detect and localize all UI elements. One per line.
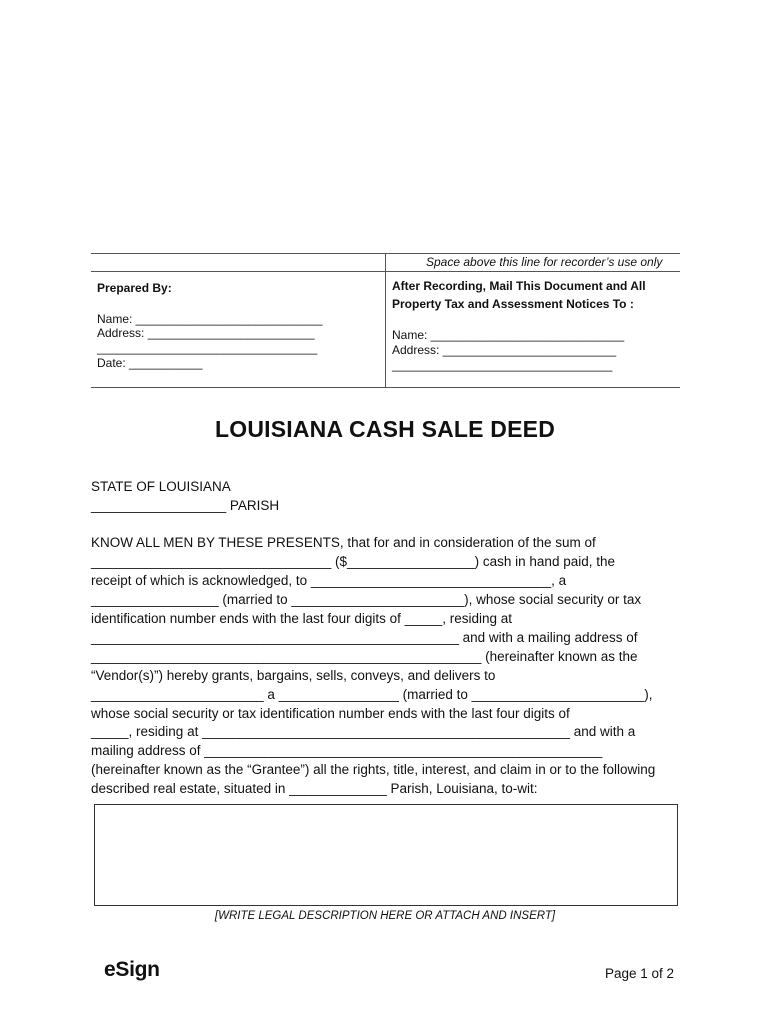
prepared-by-address-line-2: _________________________________ — [97, 341, 318, 355]
body-line: _____, residing at _________________________________________________ and with a — [91, 724, 636, 739]
page-number: Page 1 of 2 — [605, 966, 675, 981]
esign-logo: eSign — [104, 958, 160, 981]
legal-description-caption: [WRITE LEGAL DESCRIPTION HERE OR ATTACH AND INSERT] — [214, 910, 556, 922]
body-line: (hereinafter known as the “Grantee”) all the rights, title, interest, and claim in or to the following — [91, 762, 656, 777]
body-line: “Vendor(s)”) hereby grants, bargains, sells, conveys, and delivers to — [91, 668, 496, 683]
prepared-by-address: Address: _________________________ — [97, 326, 315, 340]
body-line: _______________________ a ________________ (married to _______________________), — [91, 687, 653, 702]
body-line: _________________________________________________ and with a mailing address of — [91, 630, 638, 645]
prepared-by-date: Date: ___________ — [97, 356, 203, 370]
body-line: KNOW ALL MEN BY THESE PRESENTS, that for and in consideration of the sum of — [91, 535, 596, 550]
prepared-by-name: Name: ____________________________ — [97, 312, 323, 326]
mail-to-title-line-2: Property Tax and Assessment Notices To : — [392, 297, 634, 311]
header-bottom-line — [91, 387, 680, 388]
mail-to-title-line-1: After Recording, Mail This Document and All — [392, 279, 646, 293]
body-line: ____________________________________________________ (hereinafter known as the — [91, 649, 638, 664]
recorder-note: Space above this line for recorder’s use only — [426, 255, 663, 269]
mail-to-name: Name: _____________________________ — [392, 328, 625, 342]
body-line: described real estate, situated in _____________ Parish, Louisiana, to-wit: — [91, 781, 538, 796]
mail-to-address: Address: __________________________ — [392, 343, 617, 357]
parish-line: __________________ PARISH — [91, 498, 280, 513]
body-line: ________________________________ ($_________________) cash in hand paid, the — [91, 554, 615, 569]
document-title: LOUISIANA CASH SALE DEED — [214, 416, 556, 442]
body-line: whose social security or tax identification number ends with the last four digits of — [91, 706, 570, 721]
legal-description-box[interactable] — [94, 804, 678, 906]
body-line: receipt of which is acknowledged, to ________________________________, a — [91, 573, 567, 588]
mail-to-address-line-2: _________________________________ — [392, 358, 613, 372]
body-line: identification number ends with the last four digits of _____, residing at — [91, 611, 512, 626]
state-line: STATE OF LOUISIANA — [91, 479, 231, 494]
prepared-by-title: Prepared By: — [97, 281, 172, 295]
body-line: _________________ (married to _______________________), whose social security or tax — [91, 592, 642, 607]
header-vertical-divider — [385, 253, 386, 387]
mail-to-title — [392, 277, 692, 313]
body-line: mailing address of _____________________________________________________ — [91, 743, 603, 758]
